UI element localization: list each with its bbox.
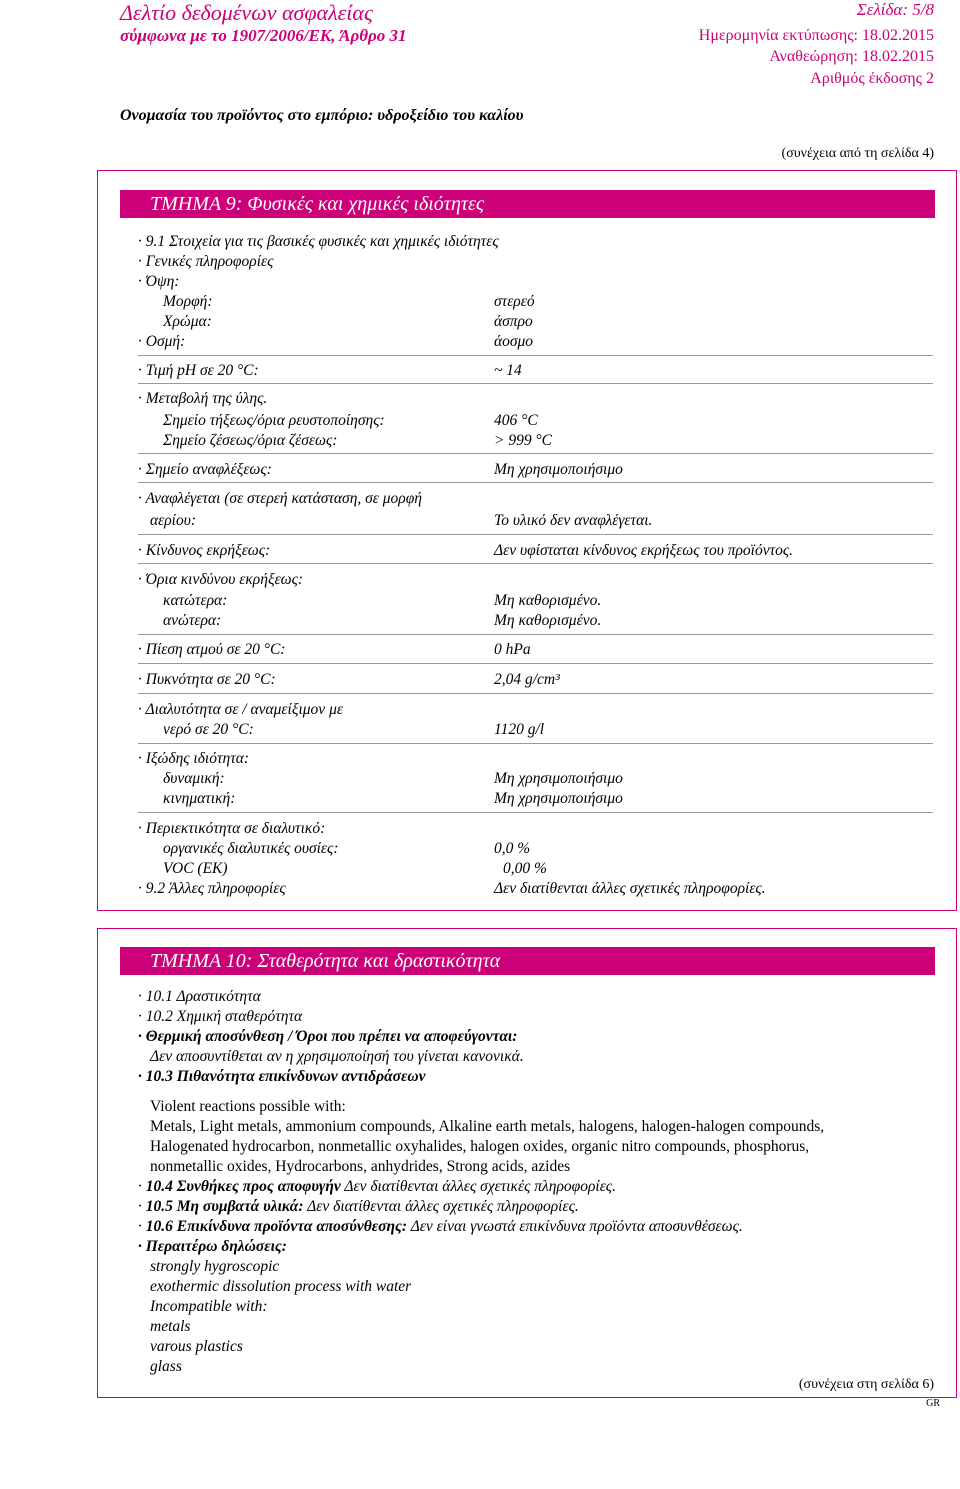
voc-value: 0,00 % — [503, 860, 547, 877]
density-label: · Πυκνότητα σε 20 °C: — [138, 671, 276, 688]
flash-point-label: · Σημείο αναφλέξεως: — [138, 461, 272, 478]
other-info-value: Δεν διατίθενται άλλες σχετικές πληροφορίες. — [494, 880, 766, 897]
divider — [138, 383, 933, 384]
viscosity-label: · Ιξώδης ιδιότητα: — [138, 750, 250, 767]
flash-point-value: Μη χρησιμοποιήσιμο — [494, 461, 623, 478]
vapour-pressure-value: 0 hPa — [494, 641, 531, 658]
further-details-label: · Περαιτέρω δηλώσεις: — [138, 1238, 287, 1255]
appearance-label: · Όψη: — [138, 273, 180, 290]
lower-limit-value: Μη καθορισμένο. — [494, 592, 602, 609]
divider — [138, 355, 933, 356]
dynamic-viscosity-value: Μη χρησιμοποιήσιμο — [494, 770, 623, 787]
upper-limit-label: ανώτερα: — [163, 612, 222, 629]
page-number: Σελίδα: 5/8 — [856, 0, 934, 19]
thermal-decomposition-label: · Θερμική αποσύνθεση / Όροι που πρέπει να αποφεύγονται: — [138, 1028, 518, 1045]
kinematic-viscosity-label: κινηματική: — [163, 790, 236, 807]
country-code: GR — [926, 1398, 940, 1409]
explosion-limits-label: · Όρια κινδύνου εκρήξεως: — [138, 571, 304, 588]
flammability-label: · Αναφλέγεται (σε στερεή κατάσταση, σε μορφή — [138, 490, 422, 507]
conditions-to-avoid: · 10.4 Συνθήκες προς αποφυγήν Δεν διατίθενται άλλες σχετικές πληροφορίες. — [138, 1178, 616, 1195]
further-detail-item: Incompatible with: — [150, 1298, 268, 1315]
further-detail-item: glass — [150, 1358, 182, 1375]
odour-value: άοσμο — [494, 333, 534, 350]
thermal-decomposition-value: Δεν αποσυντίθεται αν η χρησιμοποίησή του γίνεται κανονικά. — [150, 1048, 524, 1065]
color-label: Χρώμα: — [163, 313, 212, 330]
hazardous-reactions-heading: · 10.3 Πιθανότητα επικίνδυνων αντιδράσεων — [138, 1068, 426, 1085]
melting-point-value: 406 °C — [494, 412, 538, 429]
organic-solvents-label: οργανικές διαλυτικές ουσίες: — [163, 840, 339, 857]
divider — [138, 743, 933, 744]
divider — [138, 663, 933, 664]
section-10-title: ΤΜΗΜΑ 10: Σταθερότητα και δραστικότητα — [120, 947, 935, 975]
general-info: · Γενικές πληροφορίες — [138, 253, 274, 270]
violent-reactions-line: Halogenated hydrocarbon, nonmetallic oxyhalides, halogen oxides, organic nitro compounds, phosphorus, — [150, 1138, 810, 1155]
solubility-label-cont: νερό σε 20 °C: — [163, 721, 254, 738]
solubility-label: · Διαλυτότητα σε / αναμείξιμον με — [138, 701, 343, 718]
incompatible-materials: · 10.5 Μη συμβατά υλικά: Δεν διατίθενται άλλες σχετικές πληροφορίες. — [138, 1198, 579, 1215]
melting-point-label: Σημείο τήξεως/όρια ρευστοποίησης: — [163, 412, 385, 429]
document-subtitle: σύμφωνα με το 1907/2006/ΕΚ, Άρθρο 31 — [120, 26, 407, 45]
further-detail-item: exothermic dissolution process with water — [150, 1278, 412, 1295]
print-date: Ημερομηνία εκτύπωσης: 18.02.2015 — [698, 27, 934, 44]
section-9-1-heading: · 9.1 Στοιχεία για τις βασικές φυσικές και χημικές ιδιότητες — [138, 233, 499, 250]
continued-to: (συνέχεια στη σελίδα 6) — [798, 1377, 934, 1392]
divider — [138, 453, 933, 454]
solubility-value: 1120 g/l — [494, 721, 545, 738]
further-detail-item: metals — [150, 1318, 191, 1335]
other-info-label: · 9.2 Άλλες πληροφορίες — [138, 880, 286, 897]
ph-value: ~ 14 — [494, 362, 522, 379]
flammability-label-cont: αερίου: — [150, 512, 197, 529]
decomposition-products: · 10.6 Επικίνδυνα προϊόντα αποσύνθεσης: Δεν είναι γνωστά επικίνδυνα προϊόντα αποσυνθέσεως. — [138, 1218, 743, 1235]
divider — [138, 634, 933, 635]
divider — [138, 534, 933, 535]
further-detail-item: strongly hygroscopic — [150, 1258, 280, 1275]
continued-from: (συνέχεια από τη σελίδα 4) — [781, 146, 934, 161]
boiling-point-label: Σημείο ζέσεως/όρια ζέσεως: — [163, 432, 338, 449]
divider — [138, 812, 933, 813]
divider — [138, 563, 933, 564]
chemical-stability-heading: · 10.2 Χημική σταθερότητα — [138, 1008, 303, 1025]
ph-label: · Τιμή pH σε 20 °C: — [138, 362, 259, 379]
boiling-point-value: > 999 °C — [494, 432, 552, 449]
explosion-danger-value: Δεν υφίσταται κίνδυνος εκρήξεως του προϊόντος. — [494, 542, 794, 559]
form-label: Μορφή: — [163, 293, 213, 310]
explosion-danger-label: · Κίνδυνος εκρήξεως: — [138, 542, 271, 559]
document-title: Δελτίο δεδομένων ασφαλείας — [120, 0, 373, 25]
voc-label: VOC (EK) — [163, 860, 228, 877]
section-9-title: ΤΜΗΜΑ 9: Φυσικές και χημικές ιδιότητες — [120, 190, 935, 218]
flammability-value: Το υλικό δεν αναφλέγεται. — [494, 512, 653, 529]
version-number: Αριθμός έκδοσης 2 — [810, 70, 934, 87]
upper-limit-value: Μη καθορισμένο. — [494, 612, 602, 629]
form-value: στερεό — [494, 293, 535, 310]
solvent-content-label: · Περιεκτικότητα σε διαλυτικό: — [138, 820, 326, 837]
kinematic-viscosity-value: Μη χρησιμοποιήσιμο — [494, 790, 623, 807]
odour-label: · Οσμή: — [138, 333, 186, 350]
divider — [138, 693, 933, 694]
further-detail-item: varous plastics — [150, 1338, 243, 1355]
divider — [138, 482, 933, 483]
color-value: άσπρο — [494, 313, 533, 330]
vapour-pressure-label: · Πίεση ατμού σε 20 °C: — [138, 641, 286, 658]
change-of-state-label: · Μεταβολή της ύλης. — [138, 390, 268, 407]
product-name: Ονομασία του προϊόντος στο εμπόριο: υδροξείδιο του καλίου — [120, 107, 524, 124]
violent-reactions-intro: Violent reactions possible with: — [150, 1098, 346, 1115]
lower-limit-label: κατώτερα: — [163, 592, 228, 609]
dynamic-viscosity-label: δυναμική: — [163, 770, 225, 787]
density-value: 2,04 g/cm³ — [494, 671, 560, 688]
reactivity-heading: · 10.1 Δραστικότητα — [138, 988, 261, 1005]
violent-reactions-line: nonmetallic oxides, Hydrocarbons, anhydrides, Strong acids, azides — [150, 1158, 571, 1175]
violent-reactions-line: Metals, Light metals, ammonium compounds, Alkaline earth metals, halogens, halogen-halogen compounds, — [150, 1118, 825, 1135]
revision-date: Αναθεώρηση: 18.02.2015 — [769, 48, 934, 65]
organic-solvents-value: 0,0 % — [494, 840, 531, 857]
